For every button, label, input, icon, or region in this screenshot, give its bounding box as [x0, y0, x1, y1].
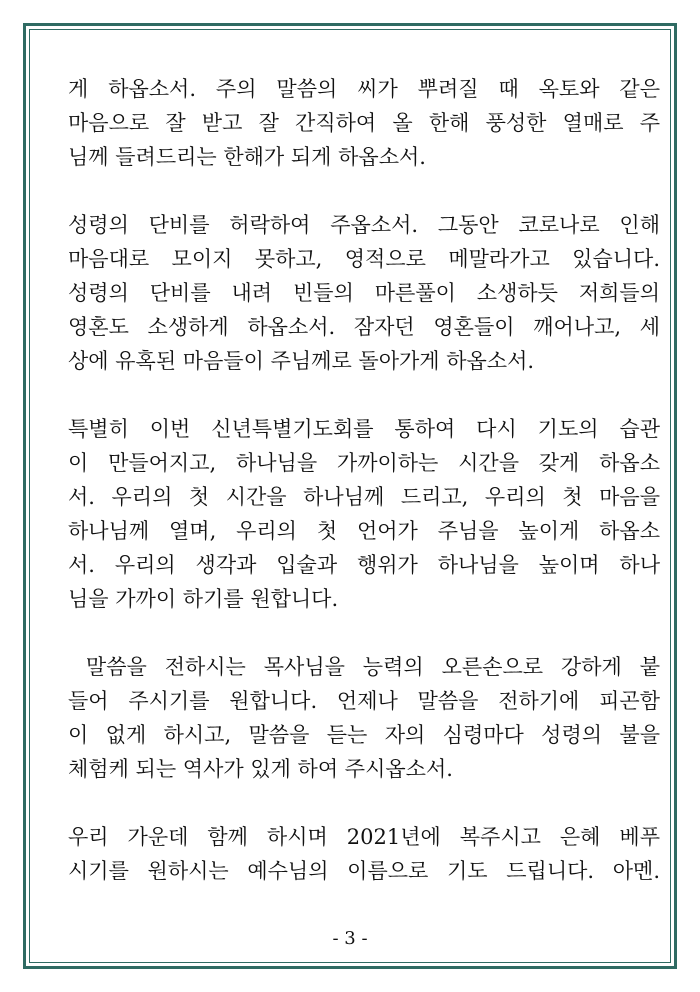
paragraph-3 — [68, 412, 660, 616]
paragraph-line: 이 만들어지고, 하나님을 가까이하는 시간을 갖게 하옵소 — [68, 451, 660, 475]
paragraph-line: 말씀을 전하시는 목사님을 능력의 오른손으로 강하게 붙 — [68, 655, 660, 679]
paragraph-2 — [68, 208, 660, 378]
page-number: - 3 - — [332, 928, 368, 949]
paragraph-4 — [68, 650, 660, 786]
paragraph-line: 님을 가까이 하기를 원합니다. — [68, 587, 339, 611]
paragraph-line: 이 없게 하시고, 말씀을 듣는 자의 심령마다 성령의 불을 — [68, 723, 660, 747]
paragraph-1 — [68, 72, 660, 174]
paragraph-line: 게 하옵소서. 주의 말씀의 씨가 뿌려질 때 옥토와 같은 — [68, 77, 660, 101]
paragraph-line: 하나님께 열며, 우리의 첫 언어가 주님을 높이게 하옵소 — [68, 519, 660, 543]
paragraph-line: 우리 가운데 함께 하시며 2021년에 복주시고 은혜 베푸 — [68, 825, 660, 849]
paragraph-line: 시기를 원하시는 예수님의 이름으로 기도 드립니다. 아멘. — [68, 859, 660, 883]
paragraph-line: 영혼도 소생하게 하옵소서. 잠자던 영혼들이 깨어나고, 세 — [68, 315, 660, 339]
paragraph-5 — [68, 820, 660, 888]
paragraph-line: 상에 유혹된 마음들이 주님께로 돌아가게 하옵소서. — [68, 349, 535, 373]
paragraph-line: 님께 들려드리는 한해가 되게 하옵소서. — [68, 145, 426, 169]
paragraph-line: 마음으로 잘 받고 잘 간직하여 올 한해 풍성한 열매로 주 — [68, 111, 660, 135]
paragraph-line: 서. 우리의 첫 시간을 하나님께 드리고, 우리의 첫 마음을 — [68, 485, 660, 509]
paragraph-line: 성령의 단비를 허락하여 주옵소서. 그동안 코로나로 인해 — [68, 213, 660, 237]
paragraph-line: 들어 주시기를 원합니다. 언제나 말씀을 전하기에 피곤함 — [68, 689, 660, 713]
document-body — [68, 72, 660, 922]
paragraph-line: 마음대로 모이지 못하고, 영적으로 메말라가고 있습니다. — [68, 247, 660, 271]
paragraph-line: 특별히 이번 신년특별기도회를 통하여 다시 기도의 습관 — [68, 417, 660, 441]
paragraph-line: 서. 우리의 생각과 입술과 행위가 하나님을 높이며 하나 — [68, 553, 660, 577]
paragraph-line: 체험케 되는 역사가 있게 하여 주시옵소서. — [68, 757, 453, 781]
paragraph-line: 성령의 단비를 내려 빈들의 마른풀이 소생하듯 저희들의 — [68, 281, 660, 305]
